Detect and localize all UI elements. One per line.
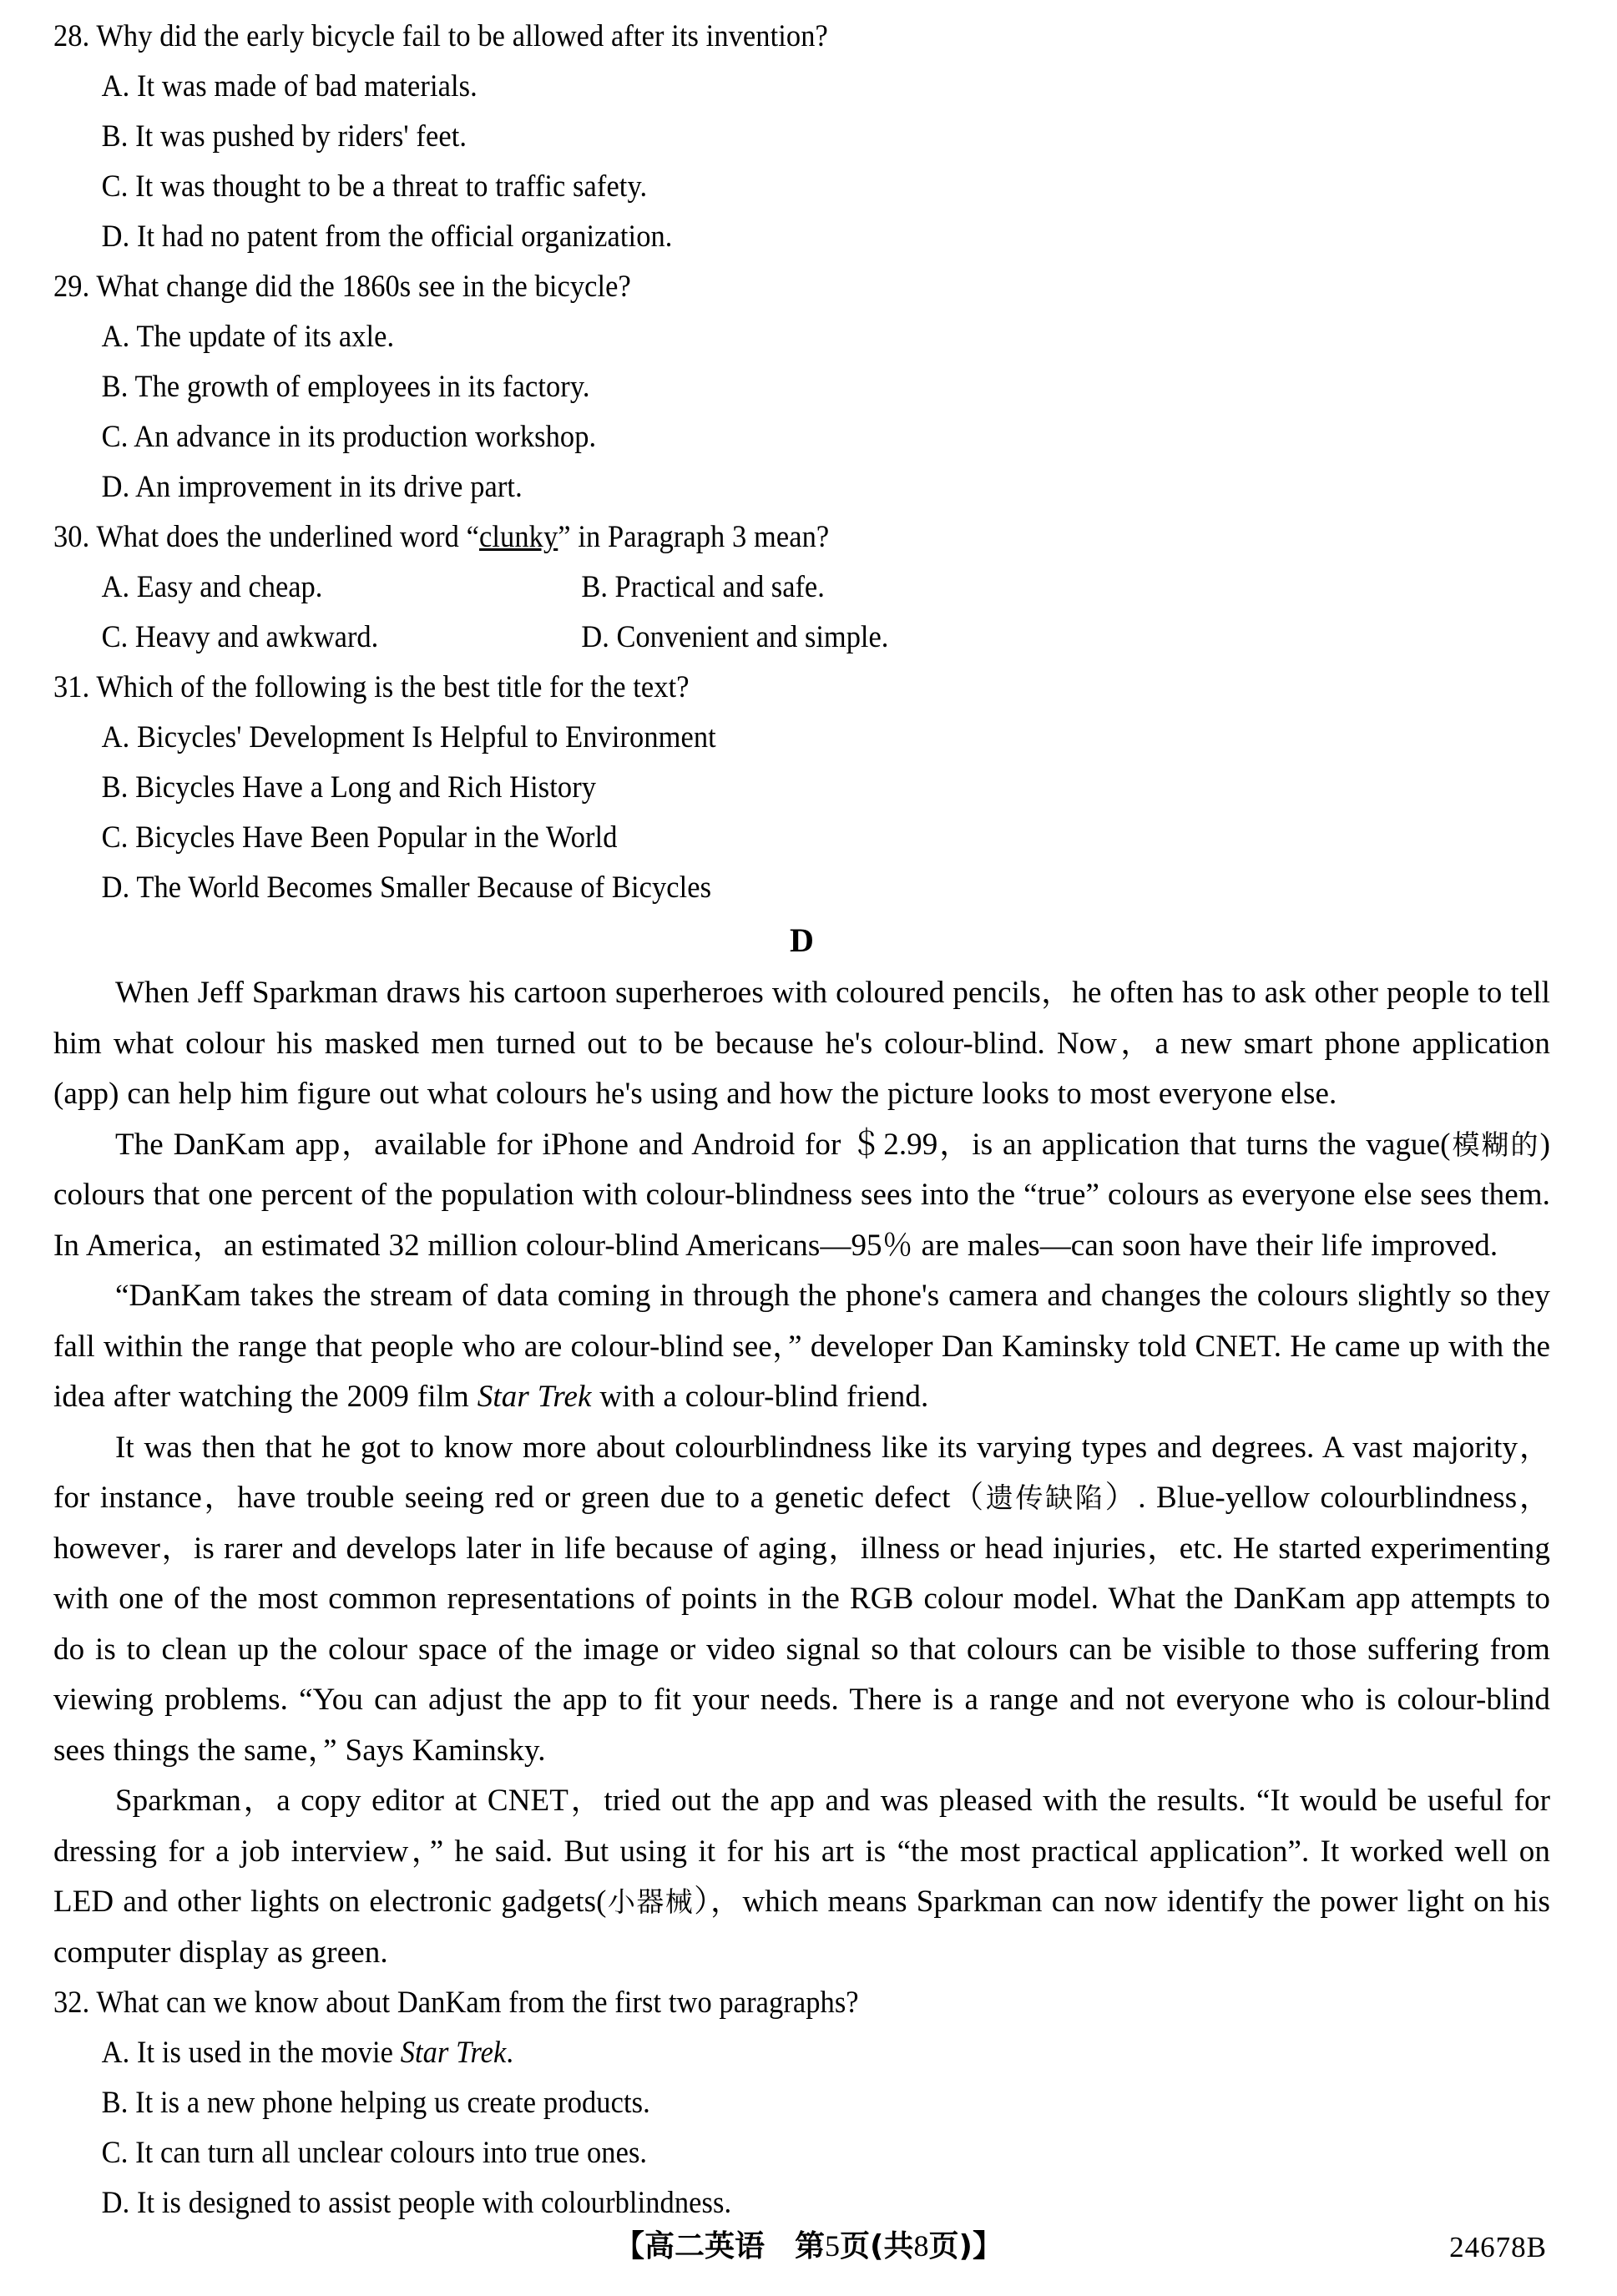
question-31-option-d[interactable]: D. The World Becomes Smaller Because of Bicycles: [101, 870, 712, 905]
question-29-option-d[interactable]: D. An improvement in its drive part.: [101, 470, 523, 504]
passage-section-heading: D: [790, 921, 814, 959]
footer-end: 页)】: [928, 2229, 1003, 2263]
question-29-option-b[interactable]: B. The growth of employees in its factory.: [101, 370, 590, 404]
question-30: [53, 512, 1550, 663]
footer-page-indicator: [0, 2224, 1617, 2268]
text-run: When Jeff Sparkman draws his cartoon superheroes with coloured pencils，he often has to ask other people to tell him what colour his masked men turned out to be because he's colour-blind. Now，a new smart phone application (app) can help him figure out what colours he's using and how the picture looks to most everyone else.: [53, 976, 1550, 1111]
question-30-underlined-word: clunky: [479, 520, 558, 554]
question-31: [53, 663, 1550, 913]
question-28-option-c[interactable]: C. It was thought to be a threat to traffic safety.: [101, 169, 648, 204]
question-32-option-a[interactable]: [53, 2028, 1445, 2078]
question-32-stem: 32. What can we know about DanKam from the first two paragraphs?: [53, 1986, 859, 2020]
question-30-option-c[interactable]: C. Heavy and awkward.: [101, 620, 379, 654]
text-run: ）. Blue-yellow colourblindness，however，is rarer and develops later in life because of aging，illness or head injuries，etc. He started experimenting with one of the most common representations of points in the RGB colour model. What the DanKam app attempts to do is to clean up the colour space of the image or video signal so that colours can be visible to those suffering from viewing problems. “You can adjust the app to fit your needs. There is a range and not everyone who is colour-blind sees things the same，” Says Kaminsky.: [53, 1481, 1551, 1768]
text-run: “DanKam takes the stream of data coming in through the phone's camera and changes the colours slightly so they fall within the range that people who are colour-blind see，” developer Dan Kaminsky told CNET. He came up with the idea after watching the 2009 film: [53, 1279, 1550, 1414]
text-run: The DanKam app，available for iPhone and Android for ＄2.99，is an application that turns the vague(: [115, 1127, 1451, 1162]
footer-total-pages: 8: [913, 2229, 929, 2263]
option-a-pre: A. It is used in the movie: [101, 2036, 401, 2070]
question-28: [53, 12, 1550, 262]
page-footer: [0, 2224, 1617, 2274]
question-32-option-c[interactable]: C. It can turn all unclear colours into true ones.: [101, 2136, 648, 2170]
question-30-stem: [53, 512, 1445, 563]
passage-body: [53, 968, 1550, 1978]
question-30-stem-post: ” in Paragraph 3 mean?: [558, 520, 830, 554]
italic-title: Star Trek: [477, 1380, 592, 1414]
question-31-stem: 31. Which of the following is the best title for the text?: [53, 670, 690, 704]
question-28-option-d[interactable]: D. It had no patent from the official organization.: [101, 220, 673, 254]
passage-paragraph: [53, 968, 1550, 1120]
text-run: It was then that he got to know more about colourblindness like its varying types and degrees. A vast majority，for instance，have trouble seeing red or green due to a genetic defect（: [53, 1430, 1550, 1515]
text-run: ) colours that one percent of the population with colour-blindness sees into the “true” colours as everyone else sees them. In America，an estimated 32 million colour-blind Americans—95％ are males—can soon have their life improved.: [53, 1127, 1550, 1263]
cjk-gloss: 遗传缺陷: [985, 1481, 1105, 1514]
question-30-option-d[interactable]: D. Convenient and simple.: [581, 620, 889, 654]
text-run: ），which means Sparkman can now identify the power light on his computer display as green.: [53, 1885, 1550, 1970]
question-29-option-c[interactable]: C. An advance in its production workshop.: [101, 420, 597, 454]
cjk-gloss: 小器械: [606, 1885, 695, 1918]
passage-paragraph: [53, 1120, 1550, 1272]
question-29: [53, 262, 1550, 512]
question-29-option-a[interactable]: A. The update of its axle.: [101, 320, 395, 354]
question-28-option-b[interactable]: B. It was pushed by riders' feet.: [101, 119, 467, 154]
footer-mid: 页(共: [840, 2229, 914, 2263]
question-31-option-b[interactable]: B. Bicycles Have a Long and Rich History: [101, 770, 597, 805]
question-32: [53, 1978, 1550, 2228]
text-run: with a colour-blind friend.: [591, 1380, 929, 1414]
question-29-stem: 29. What change did the 1860s see in the bicycle?: [53, 270, 631, 304]
passage-paragraph: [53, 1271, 1550, 1423]
question-32-option-d[interactable]: D. It is designed to assist people with colourblindness.: [101, 2186, 732, 2220]
question-28-stem: 28. Why did the early bicycle fail to be allowed after its invention?: [53, 19, 828, 53]
passage-paragraph: [53, 1423, 1550, 1777]
option-a-italic-title: Star Trek: [400, 2036, 507, 2070]
passage-paragraph: [53, 1776, 1550, 1978]
question-31-option-a[interactable]: A. Bicycles' Development Is Helpful to Environment: [101, 720, 716, 754]
question-30-options-row-2: [53, 613, 1445, 663]
question-32-option-b[interactable]: B. It is a new phone helping us create products.: [101, 2086, 650, 2120]
footer-label: 【高二英语 第: [614, 2229, 826, 2263]
footer-page-number: 5: [825, 2229, 841, 2263]
paper-code: 24678B: [1449, 2231, 1547, 2263]
question-30-stem-pre: 30. What does the underlined word “: [53, 520, 480, 554]
question-30-options-row-1: [53, 563, 1445, 613]
cjk-gloss: 模糊的: [1450, 1128, 1540, 1161]
text-run: Sparkman，a copy editor at CNET，tried out the app and was pleased with the results. “It would be useful for dressing for a job interview，” he said. But using it for his art is “the most practical application”. It worked well on LED and other lights on electronic gadgets(: [53, 1784, 1550, 1919]
question-30-option-a[interactable]: A. Easy and cheap.: [101, 570, 323, 604]
question-31-option-c[interactable]: C. Bicycles Have Been Popular in the World: [101, 820, 618, 855]
option-a-post: .: [506, 2036, 514, 2070]
question-28-option-a[interactable]: A. It was made of bad materials.: [101, 69, 478, 103]
question-30-option-b[interactable]: B. Practical and safe.: [581, 570, 825, 604]
